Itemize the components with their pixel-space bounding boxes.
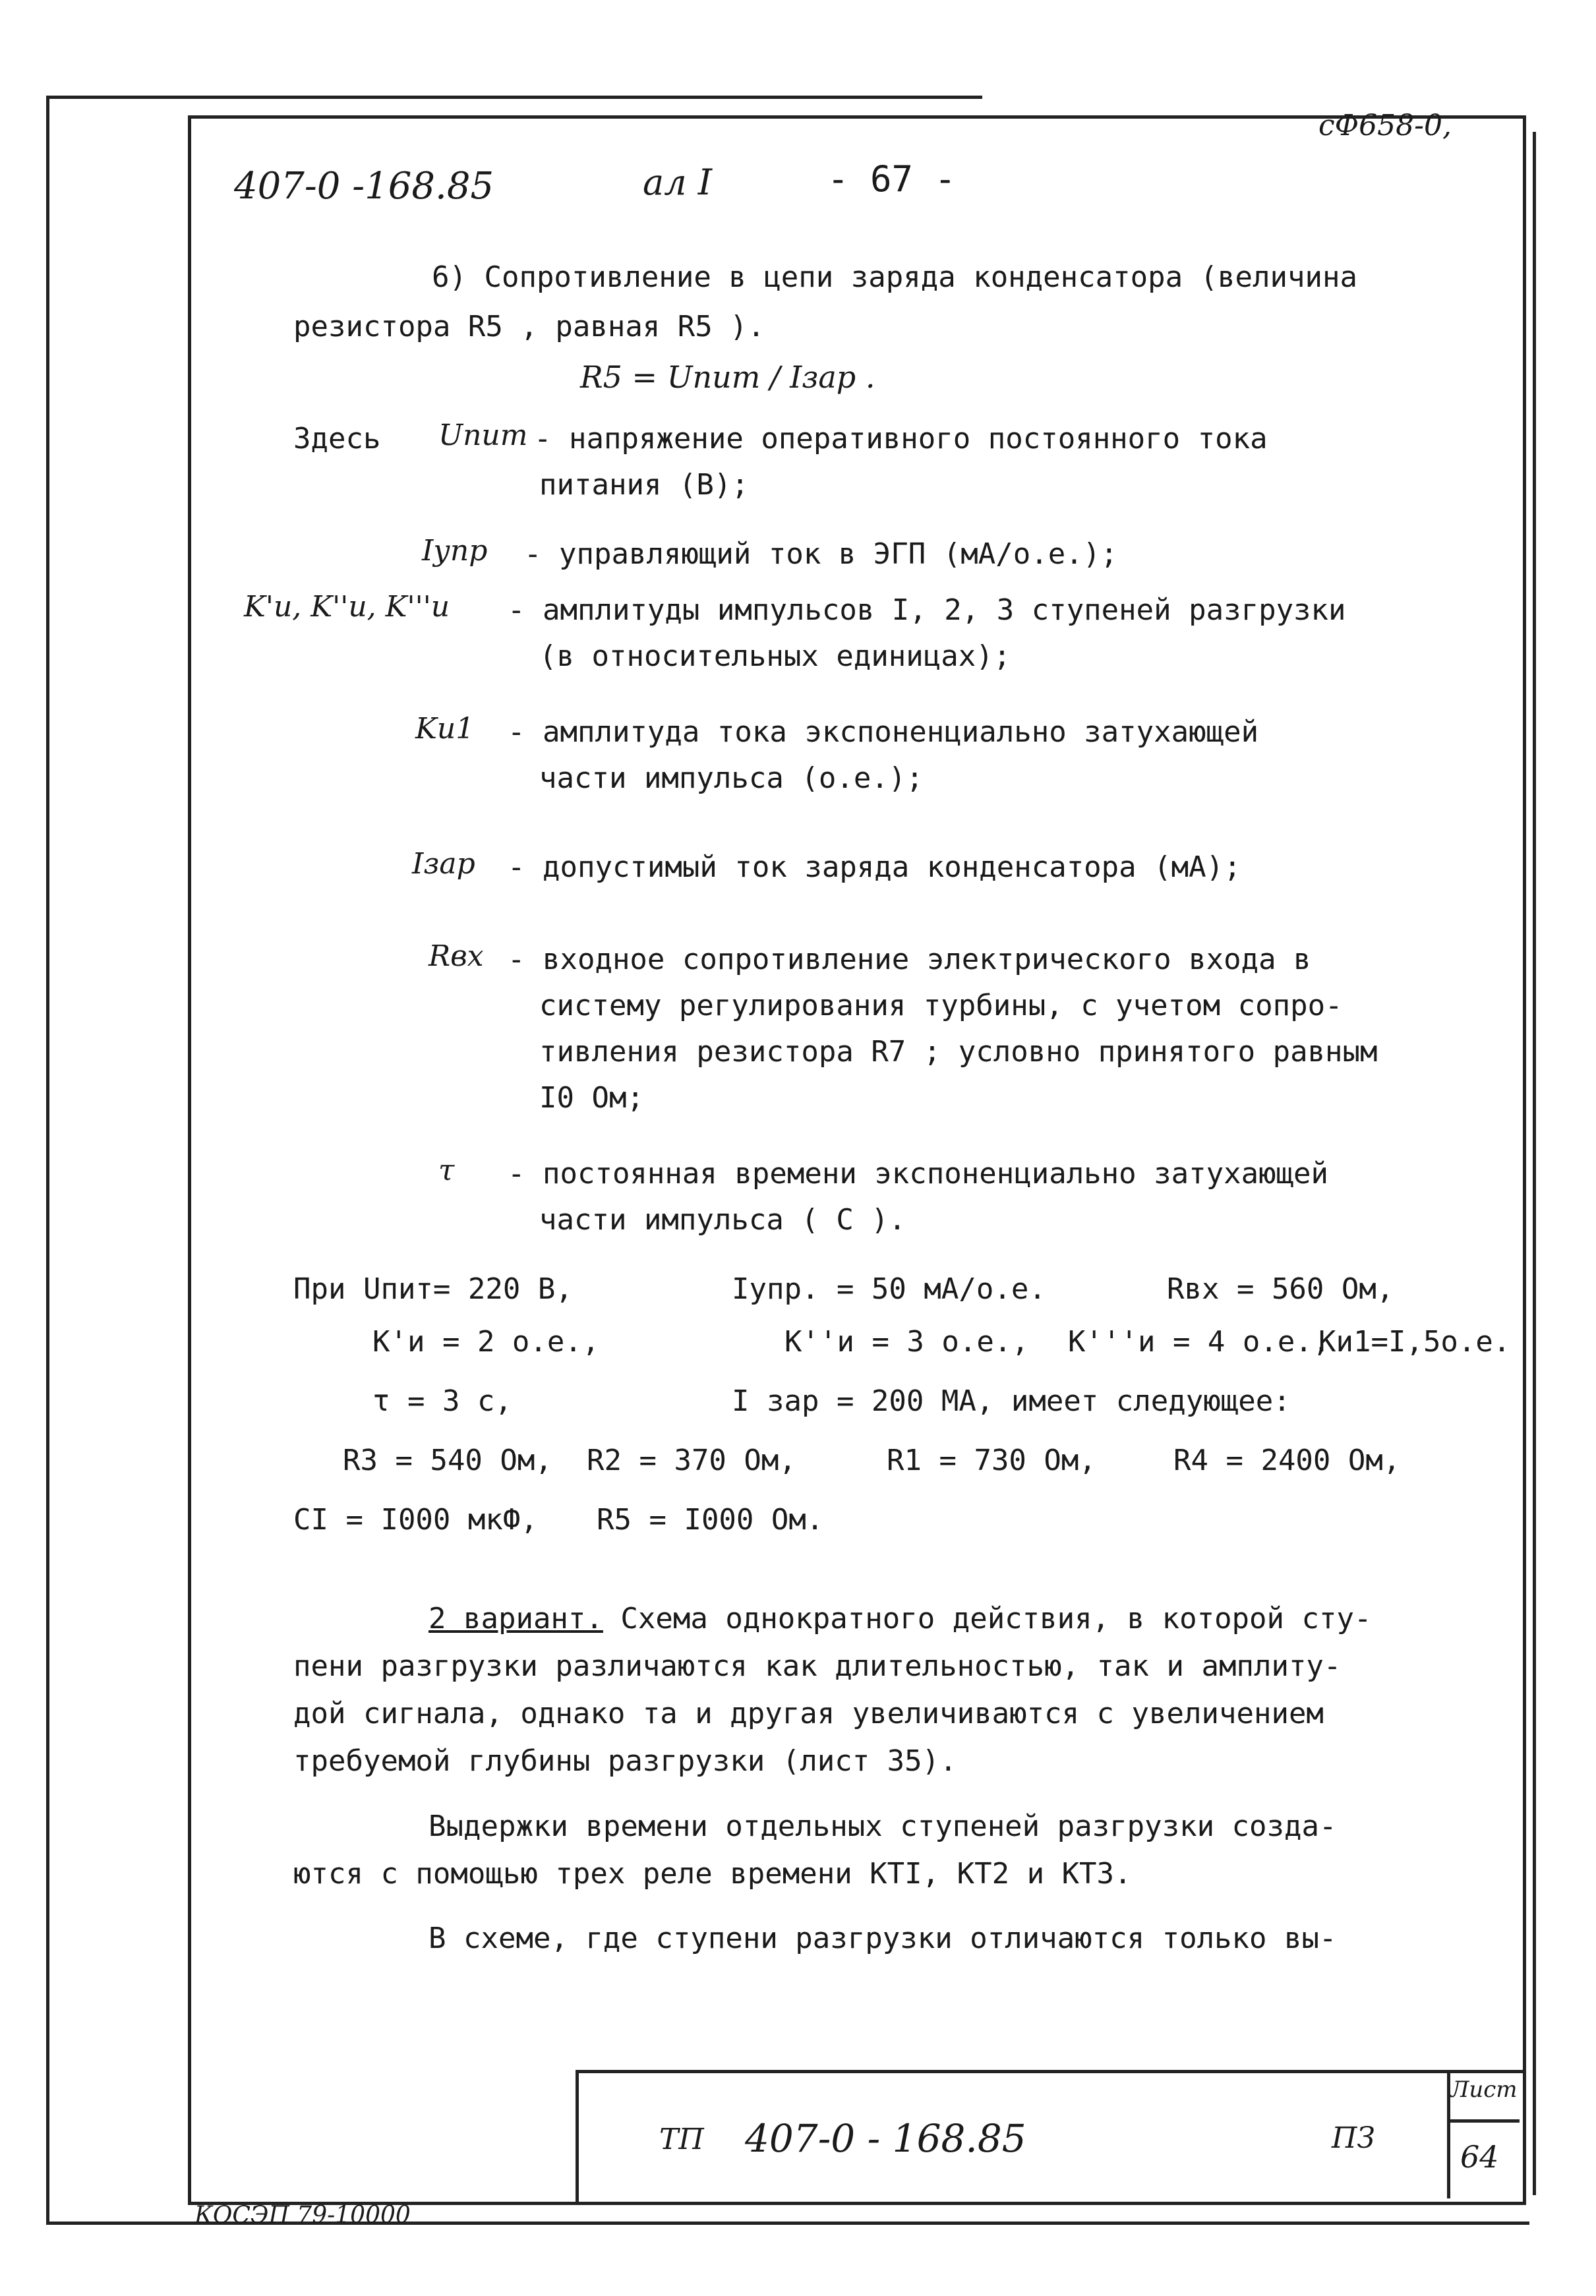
value-tau: τ = 3 с,: [372, 1384, 512, 1418]
definition-line: - управляющий ток в ЭГП (мА/о.е.);: [524, 537, 1118, 571]
value-izar: I зар = 200 МА, имеет следующее:: [732, 1384, 1291, 1418]
value-iupr: Iупр. = 50 мА/о.е.: [732, 1272, 1046, 1306]
formula-r5: R5 = Uпит / Iзар .: [580, 359, 875, 395]
definition-symbol-ki1: Kи1: [415, 712, 475, 746]
value-k3: K'''и = 4 о.е.,: [1068, 1325, 1330, 1359]
section6-line2: резистора R5 , равная R5 ).: [293, 310, 765, 343]
value-upit: При Uпит= 220 В,: [293, 1272, 573, 1306]
variant2-line: Схема однократного действия, в которой сту-: [603, 1602, 1372, 1635]
variant2-line: дой сигнала, однако та и другая увеличиваются с увеличением: [293, 1697, 1324, 1730]
value-r4: R4 = 2400 Ом,: [1173, 1444, 1401, 1477]
footer-code: КОСЭП 79-10000: [194, 2202, 411, 2229]
value-c1: CI = I000 мкФ,: [293, 1503, 538, 1537]
definition-line: (в относительных единицах);: [539, 639, 1011, 673]
title-block: [576, 2070, 1523, 2202]
value-r3: R3 = 540 Ом,: [343, 1444, 552, 1477]
definition-line: - входное сопротивление электрического входа в: [508, 943, 1311, 976]
definition-line: - допустимый ток заряда конденсатора (мА);: [508, 850, 1241, 884]
variant2-heading: 2 вариант.: [429, 1602, 603, 1635]
value-k2: K''и = 3 о.е.,: [784, 1325, 1029, 1359]
definition-symbol-ki: K'и, K''и, K'''и: [244, 590, 450, 624]
definition-symbol-rvh: Rвх: [429, 939, 484, 973]
page-number: - 67 -: [827, 158, 957, 200]
variant2-line: пени разгрузки различаются как длительностью, так и амплиту-: [293, 1649, 1342, 1683]
value-r1: R1 = 730 Ом,: [887, 1444, 1096, 1477]
stamp-section: ПЗ: [1332, 2121, 1375, 2155]
definition-line: части импульса ( С ).: [539, 1203, 906, 1237]
sheet-divider: [1447, 2119, 1520, 2123]
value-k1: K'и = 2 о.е.,: [372, 1325, 600, 1359]
stamp-sheet-number: 64: [1460, 2139, 1499, 2175]
definition-symbol-tau: τ: [438, 1154, 455, 1187]
variant2-line: ются с помощью трех реле времени КТI, КТ2 и КТ3.: [293, 1857, 1132, 1891]
definition-symbol-iupr: Iупр: [422, 534, 488, 568]
corner-code: сФ658-0,: [1318, 109, 1452, 142]
stamp-doc-number: 407-0 - 168.85: [745, 2116, 1026, 2161]
definition-prefix: Здесь: [293, 422, 381, 456]
value-r5: R5 = I000 Ом.: [597, 1503, 824, 1537]
value-r2: R2 = 370 Ом,: [587, 1444, 796, 1477]
definition-line: I0 Ом;: [539, 1081, 644, 1115]
right-edge-line: [1533, 132, 1536, 2195]
definition-line: тивления резистора R7 ; условно принятого равным: [539, 1035, 1378, 1069]
variant2-line: Выдержки времени отдельных ступеней разгрузки созда-: [429, 1810, 1337, 1843]
definition-line: систему регулирования турбины, с учетом сопро-: [539, 989, 1343, 1022]
section6-line1: 6) Сопротивление в цепи заряда конденсатора (величина: [432, 260, 1357, 294]
definition-symbol-upit: Uпит: [438, 419, 528, 452]
definition-line: - амплитуды импульсов I, 2, 3 ступеней разгрузки: [508, 593, 1346, 627]
definition-line: - амплитуда тока экспоненциально затухающей: [508, 715, 1259, 749]
value-rvh: Rвх = 560 Ом,: [1167, 1272, 1394, 1306]
variant2-line: В схеме, где ступени разгрузки отличаются только вы-: [429, 1922, 1337, 1955]
stamp-prefix: ТП: [659, 2123, 704, 2156]
definition-symbol-izar: Iзар: [412, 847, 475, 881]
definition-line: части импульса (о.е.);: [539, 761, 924, 795]
stamp-sheet-label: Лист: [1450, 2076, 1518, 2103]
definition-line: - напряжение оперативного постоянного тока: [534, 422, 1268, 456]
header-album: ал I: [643, 162, 713, 203]
definition-line: - постоянная времени экспоненциально затухающей: [508, 1157, 1329, 1191]
header-doc-number: 407-0 -168.85: [234, 165, 494, 208]
variant2-line: требуемой глубины разгрузки (лист 35).: [293, 1744, 957, 1778]
value-ki1: Kи1=I,5о.е.: [1318, 1325, 1511, 1359]
definition-line: питания (В);: [539, 468, 749, 502]
